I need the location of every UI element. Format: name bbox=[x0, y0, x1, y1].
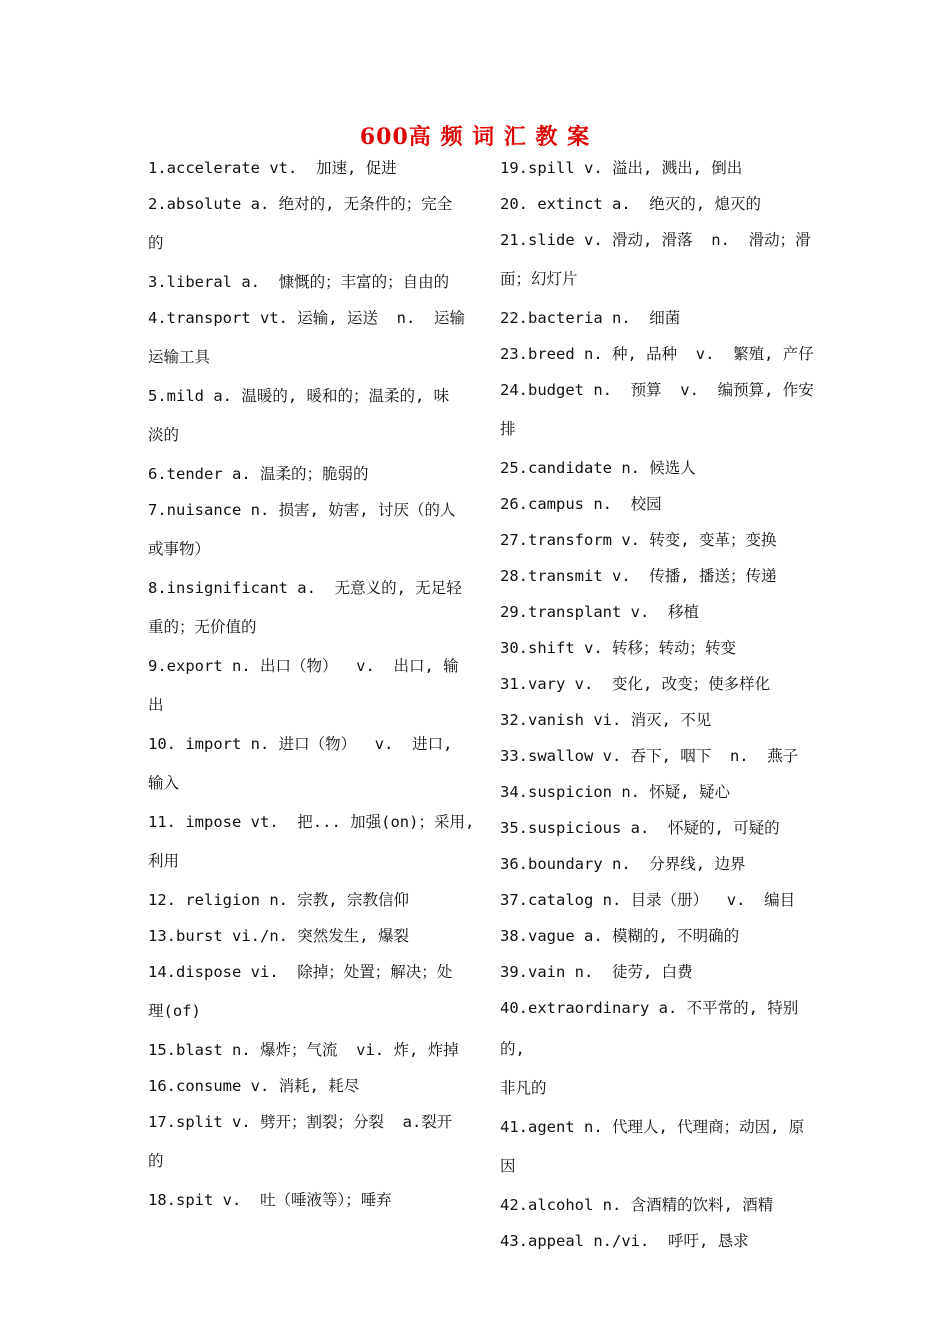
vocab-entry-line: 8.insignificant a. 无意义的, 无足轻 bbox=[148, 579, 462, 597]
vocab-entry-line: 34.suspicion n. 怀疑, 疑心 bbox=[500, 783, 730, 801]
vocab-entry-line: 11. impose vt. 把... 加强(on)；采用, bbox=[148, 813, 475, 831]
vocab-entry-line: 23.breed n. 种, 品种 v. 繁殖, 产仔 bbox=[500, 345, 814, 363]
vocab-entry-line: 利用 bbox=[148, 852, 180, 870]
vocab-entry-line: 7.nuisance n. 损害, 妨害, 讨厌（的人 bbox=[148, 501, 456, 519]
vocab-entry-line: 出 bbox=[148, 696, 164, 714]
vocab-entry-line: 9.export n. 出口（物） v. 出口, 输 bbox=[148, 657, 459, 675]
vocab-entry-line: 24.budget n. 预算 v. 编预算, 作安 bbox=[500, 381, 814, 399]
vocab-entry-line: 25.candidate n. 候选人 bbox=[500, 459, 696, 477]
vocab-entry-line: 运输工具 bbox=[148, 348, 211, 366]
vocab-entry-line: 32.vanish vi. 消灭, 不见 bbox=[500, 711, 712, 729]
vocab-entry-line: 2.absolute a. 绝对的, 无条件的；完全 bbox=[148, 195, 453, 213]
vocab-entry-line: 41.agent n. 代理人, 代理商；动因, 原 bbox=[500, 1118, 805, 1136]
vocab-entry-line: 18.spit v. 吐（唾液等）；唾弃 bbox=[148, 1191, 392, 1209]
vocab-entry-line: 因 bbox=[500, 1157, 516, 1175]
vocab-entry-line: 20. extinct a. 绝灭的, 熄灭的 bbox=[500, 195, 761, 213]
vocab-entry-line: 6.tender a. 温柔的；脆弱的 bbox=[148, 465, 369, 483]
vocab-entry-line: 面；幻灯片 bbox=[500, 270, 578, 288]
vocab-entry-line: 22.bacteria n. 细菌 bbox=[500, 309, 681, 327]
vocab-entry-line: 输入 bbox=[148, 774, 180, 792]
vocab-entry-line: 21.slide v. 滑动, 滑落 n. 滑动；滑 bbox=[500, 231, 811, 249]
vocab-entry-line: 14.dispose vi. 除掉；处置；解决；处 bbox=[148, 963, 453, 981]
vocab-entry-line: 淡的 bbox=[148, 426, 180, 444]
vocab-entry-line: 重的；无价值的 bbox=[148, 618, 257, 636]
vocab-entry-line: 40.extraordinary a. 不平常的, 特别的, bbox=[500, 999, 799, 1058]
vocab-entry-line: 12. religion n. 宗教, 宗教信仰 bbox=[148, 891, 409, 909]
vocab-entry-line: 17.split v. 劈开；割裂；分裂 a.裂开 bbox=[148, 1113, 453, 1131]
vocab-entry-line: 16.consume v. 消耗, 耗尽 bbox=[148, 1077, 360, 1095]
vocab-entry-line: 3.liberal a. 慷慨的；丰富的；自由的 bbox=[148, 273, 450, 291]
vocab-entry-line: 39.vain n. 徒劳, 白费 bbox=[500, 963, 693, 981]
left-column bbox=[148, 150, 478, 1218]
vocab-entry-line: 36.boundary n. 分界线, 边界 bbox=[500, 855, 746, 873]
vocab-entry-line: 29.transplant v. 移植 bbox=[500, 603, 699, 621]
vocab-entry-line: 19.spill v. 溢出, 溅出, 倒出 bbox=[500, 159, 743, 177]
vocab-entry-line: 43.appeal n./vi. 呼吁, 恳求 bbox=[500, 1232, 749, 1250]
page-title: 600高 频 词 汇 教 案 bbox=[359, 124, 591, 150]
vocab-entry-line: 33.swallow v. 吞下, 咽下 n. 燕子 bbox=[500, 747, 799, 765]
vocab-entry-line: 排 bbox=[500, 420, 516, 438]
vocab-entry-line: 5.mild a. 温暖的, 暖和的；温柔的, 味 bbox=[148, 387, 450, 405]
vocab-entry-line: 30.shift v. 转移；转动；转变 bbox=[500, 639, 736, 657]
vocab-entry-line: 28.transmit v. 传播, 播送；传递 bbox=[500, 567, 777, 585]
vocab-entry-line: 31.vary v. 变化, 改变；使多样化 bbox=[500, 675, 771, 693]
vocab-entry-line: 42.alcohol n. 含酒精的饮料, 酒精 bbox=[500, 1196, 774, 1214]
vocab-entry-line: 26.campus n. 校园 bbox=[500, 495, 662, 513]
vocab-entry-line: 38.vague a. 模糊的, 不明确的 bbox=[500, 927, 740, 945]
vocab-entry-line: 理(of) bbox=[148, 1002, 201, 1020]
vocab-entry-line: 或事物） bbox=[148, 540, 211, 558]
vocab-entry-line: 35.suspicious a. 怀疑的, 可疑的 bbox=[500, 819, 780, 837]
right-column bbox=[500, 150, 820, 1259]
vocab-entry-line: 15.blast n. 爆炸；气流 vi. 炸, 炸掉 bbox=[148, 1041, 459, 1059]
vocab-entry-line: 13.burst vi./n. 突然发生, 爆裂 bbox=[148, 927, 409, 945]
vocab-entry-line: 的 bbox=[148, 234, 164, 252]
vocab-entry-line: 4.transport vt. 运输, 运送 n. 运输 bbox=[148, 309, 465, 327]
vocab-entry-line: 10. import n. 进口（物） v. 进口, bbox=[148, 735, 453, 753]
vocab-entry-line: 1.accelerate vt. 加速, 促进 bbox=[148, 159, 397, 177]
vocab-entry-line: 37.catalog n. 目录（册） v. 编目 bbox=[500, 891, 796, 909]
vocab-entry-line: 非凡的 bbox=[500, 1079, 547, 1097]
vocab-entry-line: 27.transform v. 转变, 变革；变换 bbox=[500, 531, 777, 549]
vocab-entry-line: 的 bbox=[148, 1152, 164, 1170]
